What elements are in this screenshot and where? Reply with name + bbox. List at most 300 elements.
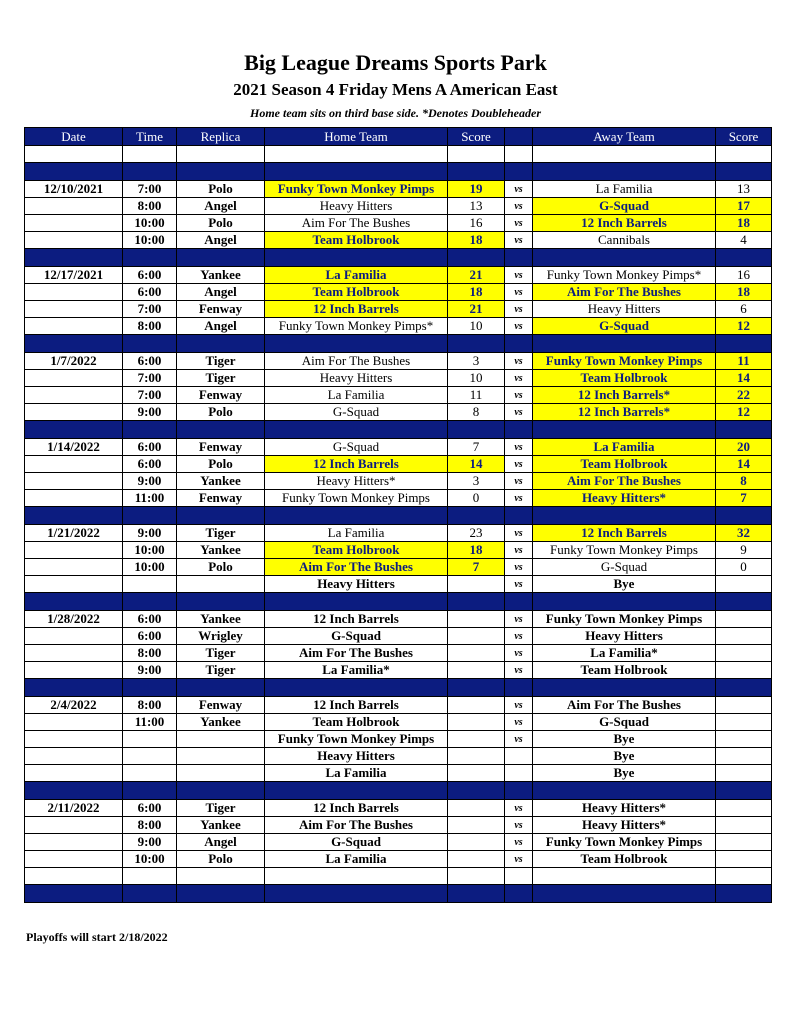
- home-team: 12 Inch Barrels: [265, 301, 448, 318]
- game-time: 10:00: [123, 851, 177, 868]
- game-field: Polo: [177, 215, 265, 232]
- col-home-score: Score: [448, 128, 505, 146]
- home-team: G-Squad: [265, 628, 448, 645]
- home-score: 19: [448, 181, 505, 198]
- vs-label: vs: [505, 473, 533, 490]
- home-team: Aim For The Bushes: [265, 559, 448, 576]
- vs-label: vs: [505, 645, 533, 662]
- game-time: 8:00: [123, 318, 177, 335]
- separator-cell: [448, 782, 505, 800]
- week-separator: [25, 249, 772, 267]
- separator-cell: [448, 507, 505, 525]
- separator-cell: [177, 885, 265, 903]
- game-time: 6:00: [123, 267, 177, 284]
- game-row: [25, 800, 772, 817]
- vs-label: vs: [505, 697, 533, 714]
- blank-cell: [716, 868, 772, 885]
- blank-cell: [448, 146, 505, 163]
- away-team: G-Squad: [533, 198, 716, 215]
- away-score: [716, 576, 772, 593]
- home-team: Aim For The Bushes: [265, 817, 448, 834]
- away-team: Bye: [533, 731, 716, 748]
- home-team: Team Holbrook: [265, 232, 448, 249]
- away-team: G-Squad: [533, 714, 716, 731]
- game-date: [25, 731, 123, 748]
- home-score: 3: [448, 353, 505, 370]
- vs-label: vs: [505, 439, 533, 456]
- game-date: [25, 542, 123, 559]
- home-team: 12 Inch Barrels: [265, 697, 448, 714]
- game-row: [25, 318, 772, 335]
- away-team: Bye: [533, 765, 716, 782]
- game-time: 8:00: [123, 645, 177, 662]
- vs-label: vs: [505, 267, 533, 284]
- game-row: [25, 267, 772, 284]
- game-time: 6:00: [123, 439, 177, 456]
- week-separator: [25, 335, 772, 353]
- separator-cell: [505, 782, 533, 800]
- home-team: La Familia: [265, 525, 448, 542]
- game-row: [25, 628, 772, 645]
- game-field: Yankee: [177, 473, 265, 490]
- home-score: 18: [448, 284, 505, 301]
- home-team: Team Holbrook: [265, 542, 448, 559]
- away-team: La Familia: [533, 439, 716, 456]
- home-score: 18: [448, 542, 505, 559]
- away-score: 14: [716, 456, 772, 473]
- game-row: [25, 525, 772, 542]
- away-team: Heavy Hitters*: [533, 800, 716, 817]
- home-team: 12 Inch Barrels: [265, 611, 448, 628]
- away-team: Team Holbrook: [533, 851, 716, 868]
- away-team: Bye: [533, 748, 716, 765]
- separator-cell: [533, 249, 716, 267]
- vs-label: vs: [505, 851, 533, 868]
- game-time: 7:00: [123, 370, 177, 387]
- away-score: [716, 731, 772, 748]
- vs-label: vs: [505, 834, 533, 851]
- home-team: La Familia: [265, 267, 448, 284]
- home-team: 12 Inch Barrels: [265, 800, 448, 817]
- away-team: G-Squad: [533, 559, 716, 576]
- game-time: 9:00: [123, 525, 177, 542]
- separator-cell: [448, 335, 505, 353]
- separator-cell: [533, 593, 716, 611]
- away-score: [716, 817, 772, 834]
- game-date: [25, 284, 123, 301]
- game-time: 9:00: [123, 404, 177, 421]
- home-team: Funky Town Monkey Pimps: [265, 731, 448, 748]
- game-row: [25, 765, 772, 782]
- game-time: [123, 748, 177, 765]
- vs-label: vs: [505, 611, 533, 628]
- game-date: [25, 765, 123, 782]
- away-team: Bye: [533, 576, 716, 593]
- game-time: 8:00: [123, 697, 177, 714]
- game-date: [25, 559, 123, 576]
- game-row: [25, 198, 772, 215]
- game-date: 1/28/2022: [25, 611, 123, 628]
- game-time: 10:00: [123, 232, 177, 249]
- home-team: Heavy Hitters: [265, 748, 448, 765]
- away-score: 0: [716, 559, 772, 576]
- away-team: 12 Inch Barrels*: [533, 387, 716, 404]
- away-team: Funky Town Monkey Pimps: [533, 611, 716, 628]
- away-team: Aim For The Bushes: [533, 473, 716, 490]
- home-score: 21: [448, 267, 505, 284]
- separator-cell: [533, 507, 716, 525]
- game-date: [25, 490, 123, 507]
- game-time: 8:00: [123, 198, 177, 215]
- vs-label: vs: [505, 662, 533, 679]
- game-date: 2/11/2022: [25, 800, 123, 817]
- away-score: 4: [716, 232, 772, 249]
- away-score: 12: [716, 404, 772, 421]
- game-time: 11:00: [123, 490, 177, 507]
- away-team: Team Holbrook: [533, 456, 716, 473]
- blank-cell: [505, 146, 533, 163]
- separator-cell: [533, 885, 716, 903]
- separator-cell: [716, 249, 772, 267]
- home-team: G-Squad: [265, 404, 448, 421]
- away-team: Funky Town Monkey Pimps*: [533, 267, 716, 284]
- separator-cell: [716, 885, 772, 903]
- away-score: [716, 851, 772, 868]
- home-score: [448, 697, 505, 714]
- separator-cell: [123, 593, 177, 611]
- vs-label: vs: [505, 370, 533, 387]
- away-score: 16: [716, 267, 772, 284]
- week-separator: [25, 163, 772, 181]
- separator-cell: [716, 782, 772, 800]
- game-field: Fenway: [177, 387, 265, 404]
- away-score: 22: [716, 387, 772, 404]
- col-date: Date: [25, 128, 123, 146]
- blank-cell: [25, 146, 123, 163]
- home-score: 11: [448, 387, 505, 404]
- game-date: [25, 232, 123, 249]
- game-field: Polo: [177, 404, 265, 421]
- away-team: Heavy Hitters*: [533, 817, 716, 834]
- separator-cell: [25, 593, 123, 611]
- week-separator: [25, 507, 772, 525]
- away-team: Heavy Hitters: [533, 628, 716, 645]
- home-score: [448, 611, 505, 628]
- home-score: [448, 662, 505, 679]
- home-team: 12 Inch Barrels: [265, 456, 448, 473]
- game-date: [25, 215, 123, 232]
- home-score: 10: [448, 370, 505, 387]
- game-row: [25, 817, 772, 834]
- away-score: [716, 748, 772, 765]
- vs-label: vs: [505, 318, 533, 335]
- game-row: [25, 215, 772, 232]
- away-score: 13: [716, 181, 772, 198]
- vs-label: vs: [505, 714, 533, 731]
- game-field: Angel: [177, 834, 265, 851]
- away-score: 20: [716, 439, 772, 456]
- week-separator: [25, 679, 772, 697]
- vs-label: vs: [505, 387, 533, 404]
- separator-cell: [265, 885, 448, 903]
- separator-cell: [265, 679, 448, 697]
- separator-cell: [265, 507, 448, 525]
- separator-cell: [123, 782, 177, 800]
- blank-cell: [265, 146, 448, 163]
- game-field: Yankee: [177, 714, 265, 731]
- game-row: [25, 232, 772, 249]
- separator-cell: [177, 782, 265, 800]
- away-team: Aim For The Bushes: [533, 697, 716, 714]
- game-row: [25, 387, 772, 404]
- game-field: Polo: [177, 181, 265, 198]
- home-score: [448, 817, 505, 834]
- home-team: Aim For The Bushes: [265, 353, 448, 370]
- vs-label: vs: [505, 800, 533, 817]
- separator-cell: [505, 163, 533, 181]
- vs-label: vs: [505, 232, 533, 249]
- home-team: Heavy Hitters: [265, 370, 448, 387]
- away-team: Heavy Hitters: [533, 301, 716, 318]
- game-time: [123, 576, 177, 593]
- separator-cell: [505, 249, 533, 267]
- vs-label: vs: [505, 731, 533, 748]
- game-date: [25, 456, 123, 473]
- vs-label: [505, 765, 533, 782]
- game-row: [25, 851, 772, 868]
- home-team: La Familia: [265, 765, 448, 782]
- game-date: [25, 714, 123, 731]
- home-score: 7: [448, 439, 505, 456]
- away-score: 7: [716, 490, 772, 507]
- vs-label: vs: [505, 181, 533, 198]
- separator-cell: [25, 679, 123, 697]
- away-score: [716, 834, 772, 851]
- game-date: [25, 473, 123, 490]
- separator-cell: [448, 885, 505, 903]
- col-away-team: Away Team: [533, 128, 716, 146]
- game-row: [25, 542, 772, 559]
- separator-cell: [448, 421, 505, 439]
- away-score: 6: [716, 301, 772, 318]
- game-time: 11:00: [123, 714, 177, 731]
- vs-label: vs: [505, 628, 533, 645]
- home-team: La Familia: [265, 851, 448, 868]
- vs-label: vs: [505, 490, 533, 507]
- away-score: 18: [716, 284, 772, 301]
- game-field: Angel: [177, 284, 265, 301]
- separator-cell: [448, 249, 505, 267]
- home-score: [448, 800, 505, 817]
- away-score: 32: [716, 525, 772, 542]
- away-team: 12 Inch Barrels: [533, 525, 716, 542]
- away-score: 18: [716, 215, 772, 232]
- away-score: [716, 645, 772, 662]
- separator-cell: [505, 335, 533, 353]
- game-field: [177, 765, 265, 782]
- game-date: [25, 318, 123, 335]
- away-score: 11: [716, 353, 772, 370]
- game-time: 6:00: [123, 456, 177, 473]
- game-date: [25, 817, 123, 834]
- blank-cell: [716, 146, 772, 163]
- week-separator: [25, 885, 772, 903]
- vs-label: vs: [505, 576, 533, 593]
- away-team: Team Holbrook: [533, 370, 716, 387]
- separator-cell: [177, 163, 265, 181]
- away-team: La Familia: [533, 181, 716, 198]
- separator-cell: [533, 782, 716, 800]
- home-score: 3: [448, 473, 505, 490]
- away-score: 9: [716, 542, 772, 559]
- separator-cell: [25, 335, 123, 353]
- separator-cell: [25, 249, 123, 267]
- game-date: [25, 301, 123, 318]
- game-field: Tiger: [177, 800, 265, 817]
- game-time: 7:00: [123, 181, 177, 198]
- away-score: 14: [716, 370, 772, 387]
- away-team: 12 Inch Barrels*: [533, 404, 716, 421]
- home-team: Funky Town Monkey Pimps: [265, 490, 448, 507]
- game-row: [25, 611, 772, 628]
- game-field: Tiger: [177, 525, 265, 542]
- vs-label: vs: [505, 215, 533, 232]
- game-date: 1/14/2022: [25, 439, 123, 456]
- home-score: [448, 851, 505, 868]
- game-row: [25, 714, 772, 731]
- home-team: Heavy Hitters*: [265, 473, 448, 490]
- away-team: La Familia*: [533, 645, 716, 662]
- separator-cell: [505, 885, 533, 903]
- game-field: Tiger: [177, 645, 265, 662]
- game-field: Polo: [177, 559, 265, 576]
- separator-cell: [505, 507, 533, 525]
- game-row: [25, 370, 772, 387]
- game-field: Angel: [177, 318, 265, 335]
- separator-cell: [265, 593, 448, 611]
- away-team: G-Squad: [533, 318, 716, 335]
- away-score: [716, 800, 772, 817]
- game-time: 6:00: [123, 353, 177, 370]
- game-time: 6:00: [123, 284, 177, 301]
- blank-cell: [123, 146, 177, 163]
- page-subtitle: 2021 Season 4 Friday Mens A American East: [233, 80, 558, 99]
- game-date: [25, 662, 123, 679]
- home-score: [448, 834, 505, 851]
- separator-cell: [265, 249, 448, 267]
- game-field: Yankee: [177, 542, 265, 559]
- separator-cell: [123, 885, 177, 903]
- game-row: [25, 559, 772, 576]
- game-row: [25, 576, 772, 593]
- game-row: [25, 697, 772, 714]
- away-score: 12: [716, 318, 772, 335]
- game-row: [25, 834, 772, 851]
- vs-label: vs: [505, 301, 533, 318]
- game-time: 10:00: [123, 215, 177, 232]
- game-date: [25, 370, 123, 387]
- separator-cell: [25, 885, 123, 903]
- game-date: [25, 834, 123, 851]
- blank-row: [25, 146, 772, 163]
- away-team: Heavy Hitters*: [533, 490, 716, 507]
- separator-cell: [123, 249, 177, 267]
- away-team: Aim For The Bushes: [533, 284, 716, 301]
- vs-label: vs: [505, 456, 533, 473]
- separator-cell: [123, 679, 177, 697]
- game-field: Yankee: [177, 817, 265, 834]
- game-row: [25, 456, 772, 473]
- week-separator: [25, 593, 772, 611]
- game-date: 12/17/2021: [25, 267, 123, 284]
- col-replica: Replica: [177, 128, 265, 146]
- blank-cell: [533, 868, 716, 885]
- home-score: 10: [448, 318, 505, 335]
- schedule-body: [25, 146, 772, 903]
- away-score: [716, 697, 772, 714]
- separator-cell: [25, 421, 123, 439]
- separator-cell: [177, 679, 265, 697]
- game-time: 6:00: [123, 611, 177, 628]
- home-team: Funky Town Monkey Pimps: [265, 181, 448, 198]
- game-field: Fenway: [177, 697, 265, 714]
- game-date: [25, 404, 123, 421]
- game-date: 12/10/2021: [25, 181, 123, 198]
- blank-cell: [448, 868, 505, 885]
- separator-cell: [177, 335, 265, 353]
- away-team: Team Holbrook: [533, 662, 716, 679]
- vs-label: vs: [505, 542, 533, 559]
- separator-cell: [25, 782, 123, 800]
- separator-cell: [25, 163, 123, 181]
- game-field: Yankee: [177, 267, 265, 284]
- blank-cell: [505, 868, 533, 885]
- separator-cell: [505, 593, 533, 611]
- separator-cell: [123, 421, 177, 439]
- game-date: 2/4/2022: [25, 697, 123, 714]
- vs-label: vs: [505, 198, 533, 215]
- week-separator: [25, 421, 772, 439]
- blank-cell: [177, 868, 265, 885]
- game-field: Tiger: [177, 662, 265, 679]
- game-time: 6:00: [123, 800, 177, 817]
- page-title: Big League Dreams Sports Park: [244, 50, 547, 75]
- home-score: 21: [448, 301, 505, 318]
- separator-cell: [505, 421, 533, 439]
- game-field: Angel: [177, 232, 265, 249]
- separator-cell: [716, 163, 772, 181]
- away-score: 8: [716, 473, 772, 490]
- game-field: Tiger: [177, 370, 265, 387]
- home-score: [448, 748, 505, 765]
- away-score: [716, 611, 772, 628]
- separator-cell: [265, 335, 448, 353]
- game-field: Fenway: [177, 490, 265, 507]
- game-row: [25, 490, 772, 507]
- game-row: [25, 404, 772, 421]
- game-field: [177, 731, 265, 748]
- blank-cell: [265, 868, 448, 885]
- separator-cell: [716, 335, 772, 353]
- game-field: Yankee: [177, 611, 265, 628]
- separator-cell: [533, 163, 716, 181]
- game-time: [123, 731, 177, 748]
- game-date: [25, 387, 123, 404]
- game-time: 10:00: [123, 559, 177, 576]
- blank-cell: [25, 868, 123, 885]
- vs-label: vs: [505, 559, 533, 576]
- game-row: [25, 645, 772, 662]
